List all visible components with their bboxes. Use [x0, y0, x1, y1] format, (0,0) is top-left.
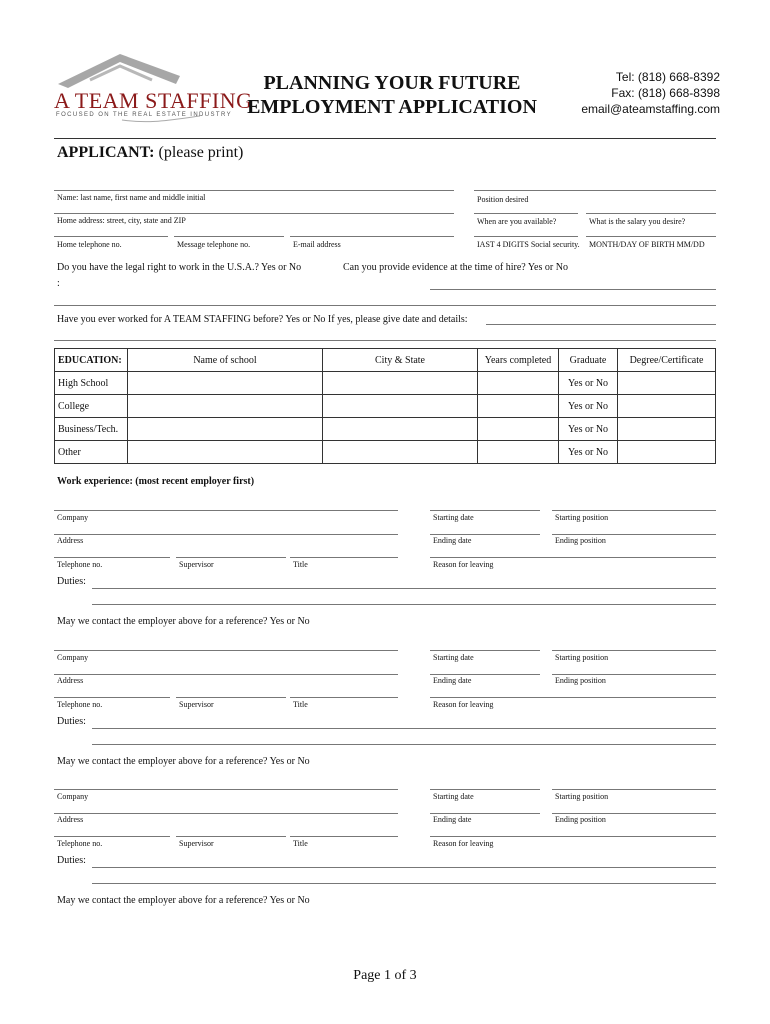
company-field-line-b[interactable] — [216, 650, 398, 651]
years-cell[interactable] — [478, 372, 559, 395]
ending-date-field[interactable] — [430, 674, 540, 675]
starting-date-field[interactable] — [430, 789, 540, 790]
reason-field[interactable] — [430, 836, 716, 837]
table-row — [55, 372, 716, 395]
school-name-cell[interactable] — [128, 441, 323, 464]
message-phone-label: Message telephone no. — [177, 240, 251, 249]
address-field[interactable] — [54, 813, 398, 814]
col-years-completed: Years completed — [478, 349, 559, 372]
email-label: E-mail address — [293, 240, 341, 249]
starting-date-label: Starting date — [433, 513, 474, 522]
col-degree-certificate: Degree/Certificate — [618, 349, 716, 372]
duties-label: Duties: — [57, 576, 86, 587]
title-field[interactable] — [290, 557, 398, 558]
graduate-cell[interactable]: Yes or No — [559, 441, 618, 464]
school-name-cell[interactable] — [128, 418, 323, 441]
address-field[interactable] — [54, 674, 398, 675]
work-experience-heading: Work experience: (most recent employer first) — [57, 476, 255, 487]
address-field[interactable] — [54, 213, 454, 214]
starting-date-label: Starting date — [433, 653, 474, 662]
duties-label: Duties: — [57, 855, 86, 866]
company-label: Company — [57, 653, 89, 662]
title-field[interactable] — [290, 836, 398, 837]
reason-label: Reason for leaving — [433, 700, 494, 709]
col-name-of-school: Name of school — [128, 349, 323, 372]
available-field[interactable] — [474, 213, 578, 214]
city-state-cell[interactable] — [323, 372, 478, 395]
education-table — [54, 348, 716, 464]
starting-date-label: Starting date — [433, 792, 474, 801]
city-state-cell[interactable] — [323, 418, 478, 441]
telephone-label: Telephone no. — [57, 700, 103, 709]
dob-field[interactable] — [586, 236, 716, 237]
reference-question: May we contact the employer above for a reference? Yes or No — [57, 756, 310, 767]
supervisor-label: Supervisor — [179, 839, 214, 848]
company-field-line-b[interactable] — [216, 510, 398, 511]
email-field[interactable] — [290, 236, 454, 237]
ending-date-field[interactable] — [430, 534, 540, 535]
title-label: Title — [293, 700, 308, 709]
city-state-cell[interactable] — [323, 441, 478, 464]
ending-position-field[interactable] — [552, 813, 716, 814]
supervisor-field[interactable] — [176, 557, 286, 558]
graduate-cell[interactable]: Yes or No — [559, 418, 618, 441]
company-field-line-b[interactable] — [216, 789, 398, 790]
address-label: Address — [57, 815, 84, 824]
degree-cell[interactable] — [618, 395, 716, 418]
row-label: Other — [55, 441, 128, 464]
reason-label: Reason for leaving — [433, 560, 494, 569]
contact-email: email@ateamstaffing.com — [581, 102, 720, 116]
ending-position-field[interactable] — [552, 534, 716, 535]
duties-field-line-2[interactable] — [92, 883, 716, 884]
starting-position-label: Starting position — [555, 792, 609, 801]
home-phone-label: Home telephone no. — [57, 240, 122, 249]
duties-field-line-1[interactable] — [92, 728, 716, 729]
reference-question: May we contact the employer above for a reference? Yes or No — [57, 616, 310, 627]
reason-field[interactable] — [430, 697, 716, 698]
education-heading: EDUCATION: — [55, 349, 128, 372]
title-label: Title — [293, 560, 308, 569]
title-label: Title — [293, 839, 308, 848]
ending-date-label: Ending date — [433, 676, 472, 685]
telephone-label: Telephone no. — [57, 839, 103, 848]
applicant-heading: APPLICANT: (please print) — [57, 144, 244, 161]
company-field-line-a[interactable] — [54, 510, 216, 511]
ssn-field[interactable] — [474, 236, 578, 237]
school-name-cell[interactable] — [128, 372, 323, 395]
name-label: Name: last name, first name and middle initial — [57, 193, 206, 202]
row-label: High School — [55, 372, 128, 395]
salary-label: What is the salary you desire? — [589, 217, 686, 226]
telephone-field[interactable] — [54, 836, 170, 837]
starting-position-label: Starting position — [555, 513, 609, 522]
education-header-row — [55, 349, 716, 372]
duties-field-line-1[interactable] — [92, 588, 716, 589]
salary-field[interactable] — [586, 213, 716, 214]
years-cell[interactable] — [478, 441, 559, 464]
school-name-cell[interactable] — [128, 395, 323, 418]
address-label: Address — [57, 536, 84, 545]
starting-position-field[interactable] — [552, 510, 716, 511]
duties-field-line-2[interactable] — [92, 744, 716, 745]
reason-label: Reason for leaving — [433, 839, 494, 848]
ending-position-label: Ending position — [555, 536, 606, 545]
logo-tagline: FOCUSED ON THE REAL ESTATE INDUSTRY — [56, 112, 233, 118]
duties-field-line-1[interactable] — [92, 867, 716, 868]
starting-position-label: Starting position — [555, 653, 609, 662]
starting-date-field[interactable] — [430, 650, 540, 651]
degree-cell[interactable] — [618, 372, 716, 395]
worked-before-details-field[interactable] — [486, 324, 716, 325]
company-field-line-a[interactable] — [54, 650, 216, 651]
worked-before-question: Have you ever worked for A TEAM STAFFING before? Yes or No If yes, please give date and details: — [57, 314, 468, 325]
supervisor-label: Supervisor — [179, 560, 214, 569]
worked-before-details-line[interactable] — [54, 340, 716, 341]
ending-date-field[interactable] — [430, 813, 540, 814]
title-line-2: EMPLOYMENT APPLICATION — [247, 96, 537, 118]
name-field[interactable] — [54, 190, 454, 191]
starting-position-field[interactable] — [552, 650, 716, 651]
graduate-cell[interactable]: Yes or No — [559, 395, 618, 418]
position-field[interactable] — [474, 190, 716, 191]
supervisor-label: Supervisor — [179, 700, 214, 709]
reference-question: May we contact the employer above for a reference? Yes or No — [57, 895, 310, 906]
company-label: Company — [57, 792, 89, 801]
degree-cell[interactable] — [618, 418, 716, 441]
col-city-state: City & State — [323, 349, 478, 372]
ending-position-field[interactable] — [552, 674, 716, 675]
ending-position-label: Ending position — [555, 676, 606, 685]
applicant-divider — [54, 305, 716, 306]
position-label: Position desired — [477, 195, 529, 204]
duties-label: Duties: — [57, 716, 86, 727]
degree-cell[interactable] — [618, 441, 716, 464]
dob-label: MONTH/DAY OF BIRTH MM/DD — [589, 240, 705, 249]
col-graduate: Graduate — [559, 349, 618, 372]
table-row — [55, 418, 716, 441]
starting-date-field[interactable] — [430, 510, 540, 511]
company-label: Company — [57, 513, 89, 522]
header-divider — [54, 138, 716, 139]
telephone-field[interactable] — [54, 557, 170, 558]
home-phone-field[interactable] — [54, 236, 168, 237]
contact-fax: Fax: (818) 668-8398 — [611, 86, 720, 100]
table-row — [55, 395, 716, 418]
address-field[interactable] — [54, 534, 398, 535]
ending-date-label: Ending date — [433, 536, 472, 545]
message-phone-field[interactable] — [174, 236, 284, 237]
duties-field-line-2[interactable] — [92, 604, 716, 605]
colon-mark: : — [57, 278, 60, 289]
company-field-line-a[interactable] — [54, 789, 216, 790]
logo-name: A TEAM STAFFING — [54, 88, 253, 113]
city-state-cell[interactable] — [323, 395, 478, 418]
table-row — [55, 441, 716, 464]
page-number: Page 1 of 3 — [353, 968, 417, 983]
supervisor-field[interactable] — [176, 836, 286, 837]
address-label: Home address: street, city, state and ZIP — [57, 216, 186, 225]
ending-position-label: Ending position — [555, 815, 606, 824]
ssn-label: IAST 4 DIGITS Social security. — [477, 240, 580, 249]
years-cell[interactable] — [478, 395, 559, 418]
legal-right-question: Do you have the legal right to work in the U.S.A.? Yes or No — [57, 262, 302, 273]
title-line-1: PLANNING YOUR FUTURE — [263, 72, 521, 94]
address-label: Address — [57, 676, 84, 685]
evidence-answer-field[interactable] — [430, 289, 716, 290]
telephone-field[interactable] — [54, 697, 170, 698]
title-field[interactable] — [290, 697, 398, 698]
row-label: College — [55, 395, 128, 418]
supervisor-field[interactable] — [176, 697, 286, 698]
telephone-label: Telephone no. — [57, 560, 103, 569]
contact-tel: Tel: (818) 668-8392 — [615, 70, 720, 84]
row-label: Business/Tech. — [55, 418, 128, 441]
evidence-question: Can you provide evidence at the time of hire? Yes or No — [343, 262, 568, 273]
starting-position-field[interactable] — [552, 789, 716, 790]
graduate-cell[interactable]: Yes or No — [559, 372, 618, 395]
reason-field[interactable] — [430, 557, 716, 558]
available-label: When are you available? — [477, 217, 557, 226]
ending-date-label: Ending date — [433, 815, 472, 824]
years-cell[interactable] — [478, 418, 559, 441]
